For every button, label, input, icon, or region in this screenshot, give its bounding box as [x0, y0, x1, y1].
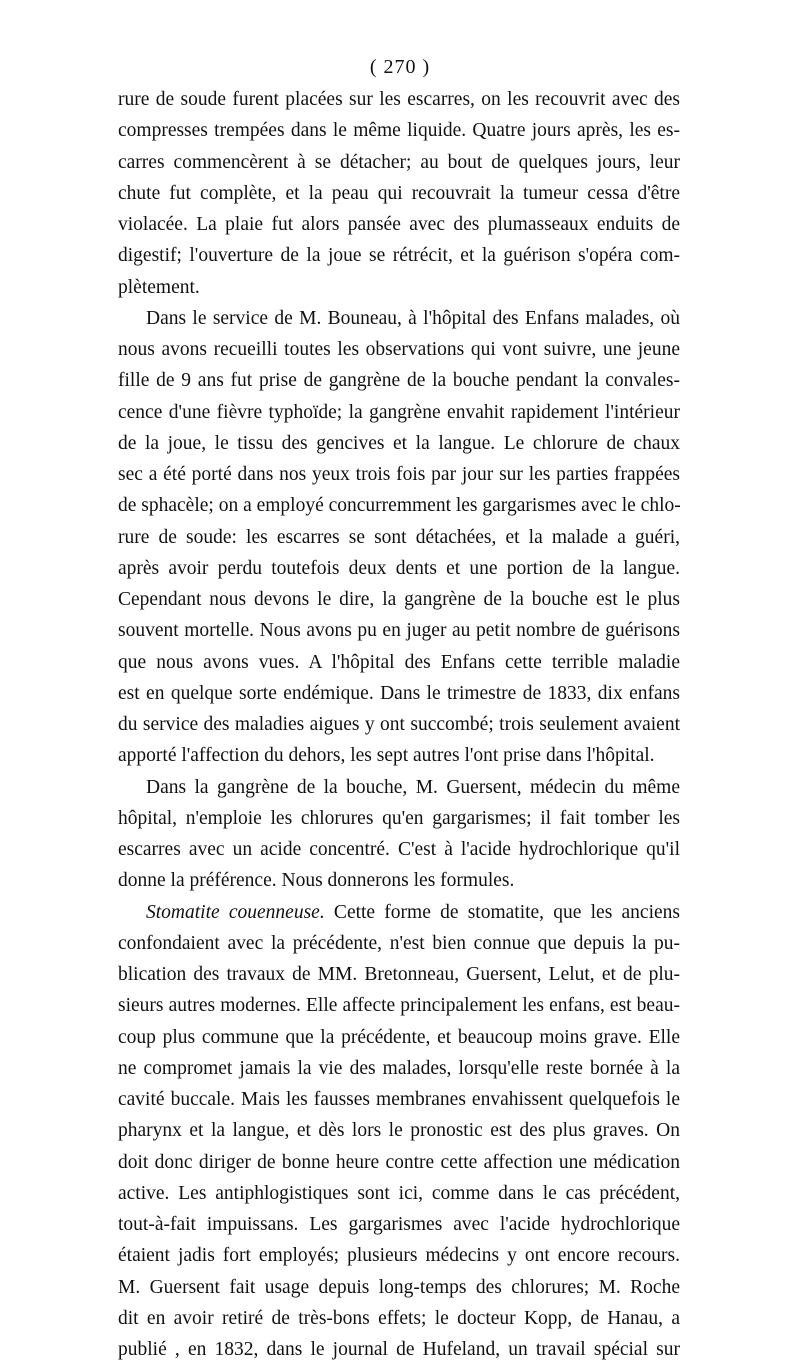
text-line: sieurs autres modernes. Elle affecte principalement les enfans, est beau-: [118, 990, 680, 1021]
text-line: après avoir perdu toutefois deux dents et une portion de la langue.: [118, 553, 680, 584]
text-line: hôpital, n'emploie les chlorures qu'en gargarismes; il fait tomber les: [118, 803, 680, 834]
text-line: rure de soude: les escarres se sont détachées, et la malade a guéri,: [118, 522, 680, 553]
text-line: fille de 9 ans fut prise de gangrène de la bouche pendant la convales-: [118, 365, 680, 396]
text-line: Dans le service de M. Bouneau, à l'hôpital des Enfans malades, où: [118, 303, 680, 334]
paragraph-4: [118, 897, 680, 1365]
paragraph-1: [118, 84, 680, 303]
page-number: ( 270 ): [0, 56, 800, 79]
paragraph-3: [118, 772, 680, 897]
text-line: donne la préférence. Nous donnerons les formules.: [118, 865, 680, 896]
text-line: sec a été porté dans nos yeux trois fois par jour sur les parties frappées: [118, 459, 680, 490]
text-line: souvent mortelle. Nous avons pu en juger au petit nombre de guérisons: [118, 615, 680, 646]
text-line: M. Guersent fait usage depuis long-temps des chlorures; M. Roche: [118, 1272, 680, 1303]
text-line: carres commencèrent à se détacher; au bout de quelques jours, leur: [118, 147, 680, 178]
text-line: nous avons recueilli toutes les observations qui vont suivre, une jeune: [118, 334, 680, 365]
body-text: [118, 84, 680, 1365]
section-heading: Stomatite couenneuse.: [146, 902, 325, 923]
text-line: blication des travaux de MM. Bretonneau, Guersent, Lelut, et de plu-: [118, 959, 680, 990]
text-line: rure de soude furent placées sur les escarres, on les recouvrit avec des: [118, 84, 680, 115]
text-line: pharynx et la langue, et dès lors le pronostic est des plus graves. On: [118, 1115, 680, 1146]
text-line: étaient jadis fort employés; plusieurs médecins y ont encore recours.: [118, 1240, 680, 1271]
text-line: digestif; l'ouverture de la joue se rétrécit, et la guérison s'opéra com-: [118, 240, 680, 271]
text-line: doit donc diriger de bonne heure contre cette affection une médication: [118, 1147, 680, 1178]
text-line: compresses trempées dans le même liquide. Quatre jours après, les es-: [118, 115, 680, 146]
paragraph-2: [118, 303, 680, 772]
text-line: que nous avons vues. A l'hôpital des Enfans cette terrible maladie: [118, 647, 680, 678]
text-line: dit en avoir retiré de très-bons effets; le docteur Kopp, de Hanau, a: [118, 1303, 680, 1334]
text-line: [118, 897, 680, 928]
text-line: cence d'une fièvre typhoïde; la gangrène envahit rapidement l'intérieur: [118, 397, 680, 428]
text-line: active. Les antiphlogistiques sont ici, comme dans le cas précédent,: [118, 1178, 680, 1209]
text-line: confondaient avec la précédente, n'est bien connue que depuis la pu-: [118, 928, 680, 959]
text-line: escarres avec un acide concentré. C'est à l'acide hydrochlorique qu'il: [118, 834, 680, 865]
text-line: violacée. La plaie fut alors pansée avec des plumasseaux enduits de: [118, 209, 680, 240]
text-line: apporté l'affection du dehors, les sept autres l'ont prise dans l'hôpital.: [118, 740, 680, 771]
text-line: cavité buccale. Mais les fausses membranes envahissent quelquefois le: [118, 1084, 680, 1115]
text-line: chute fut complète, et la peau qui recouvrait la tumeur cessa d'être: [118, 178, 680, 209]
text-line: plètement.: [118, 272, 680, 303]
text-line: de sphacèle; on a employé concurremment les gargarismes avec le chlo-: [118, 490, 680, 521]
text-line: coup plus commune que la précédente, et beaucoup moins grave. Elle: [118, 1022, 680, 1053]
text-line: tout-à-fait impuissans. Les gargarismes avec l'acide hydrochlorique: [118, 1209, 680, 1240]
text-span: Cette forme de stomatite, que les anciens: [325, 902, 680, 923]
text-line: publié , en 1832, dans le journal de Hufeland, un travail spécial sur: [118, 1334, 680, 1365]
text-line: de la joue, le tissu des gencives et la langue. Le chlorure de chaux: [118, 428, 680, 459]
text-line: Cependant nous devons le dire, la gangrène de la bouche est le plus: [118, 584, 680, 615]
text-line: Dans la gangrène de la bouche, M. Guersent, médecin du même: [118, 772, 680, 803]
text-line: ne compromet jamais la vie des malades, lorsqu'elle reste bornée à la: [118, 1053, 680, 1084]
text-line: du service des maladies aigues y ont succombé; trois seulement avaient: [118, 709, 680, 740]
text-line: est en quelque sorte endémique. Dans le trimestre de 1833, dix enfans: [118, 678, 680, 709]
